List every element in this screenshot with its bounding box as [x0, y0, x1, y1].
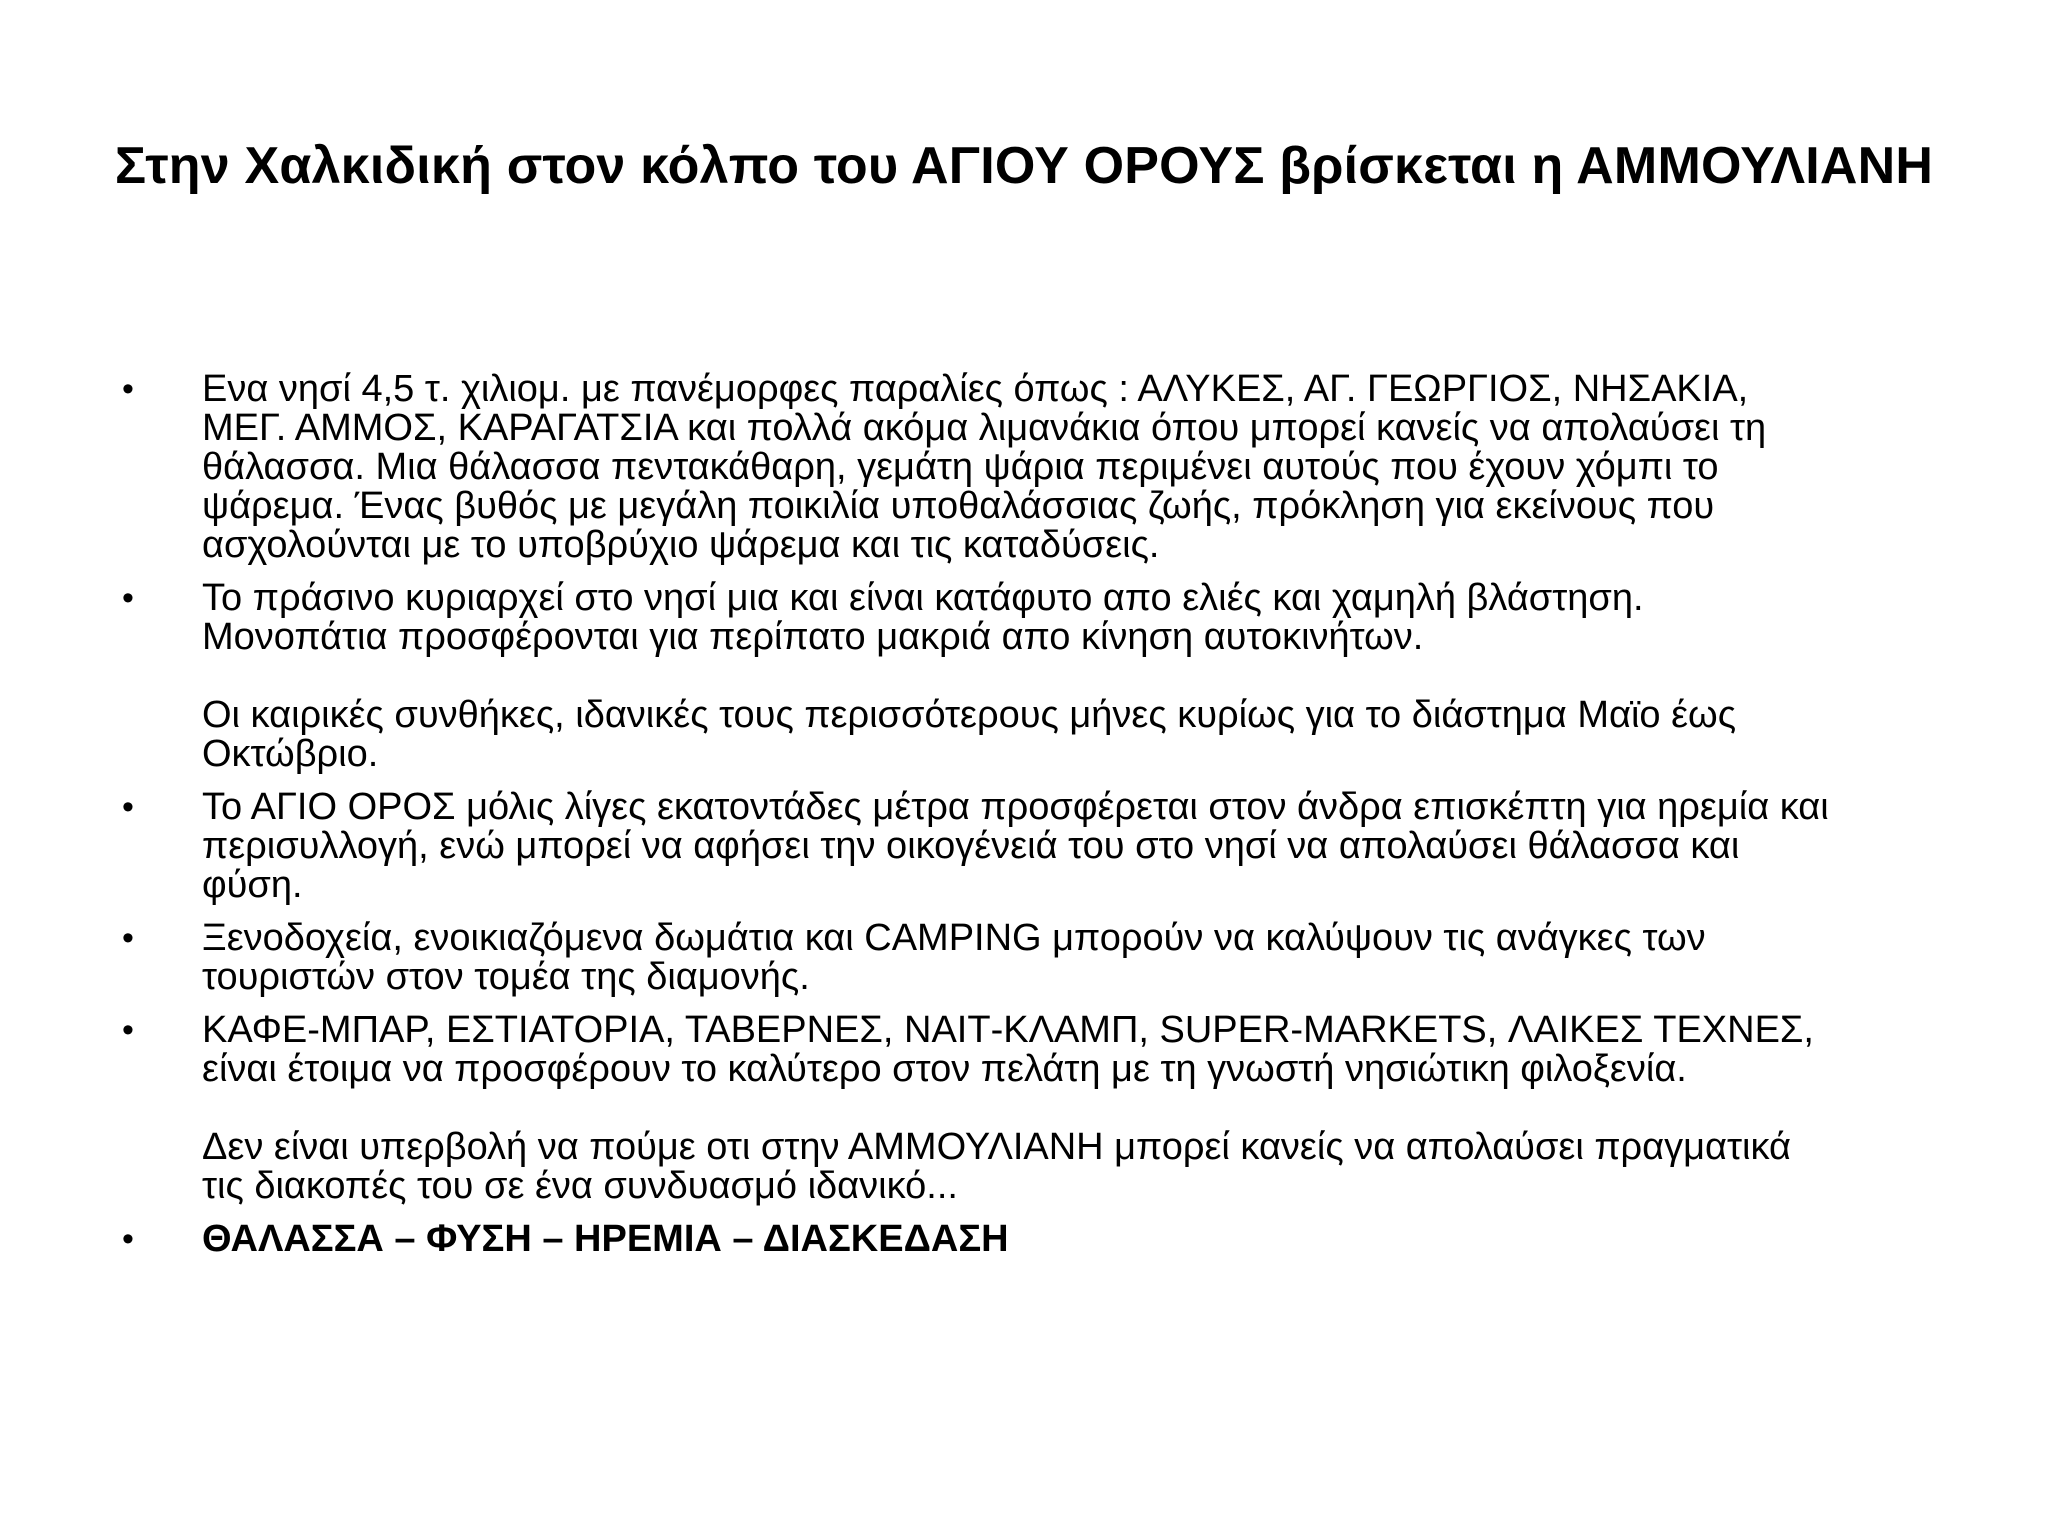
bullet-text: ΚΑΦΕ-ΜΠΑΡ, ΕΣΤΙΑΤΟΡΙΑ, ΤΑΒΕΡΝΕΣ, ΝΑΙΤ-ΚΛΑΜΠ, SUPER-MARKETS, ΛΑΙΚΕΣ ΤΕΧΝΕΣ, είναι έτοιμα να προσφέρουν το καλύτερο στον πελάτη με τη γνωστή νησιώτικη φιλοξενία. — [202, 1009, 1814, 1090]
bullet-icon: • — [122, 370, 134, 408]
bullet-icon: • — [122, 579, 134, 617]
bullet-item-entertainment — [122, 1011, 2002, 1206]
bullet-icon: • — [122, 788, 134, 826]
bullet-text: Ξενοδοχεία, ενοικιαζόμενα δωμάτια και CAMPING μπορούν να καλύψουν τις ανάγκες των τουριστών στον τομέα της διαμονής. — [202, 917, 1706, 998]
bullet-item-islands-beaches — [122, 370, 2002, 565]
bullet-icon: • — [122, 1011, 134, 1049]
bullet-text: Το ΑΓΙΟ ΟΡΟΣ μόλις λίγες εκατοντάδες μέτρα προσφέρεται στον άνδρα επισκέπτη για ηρεμία και περισυλλογή, ενώ μπορεί να αφήσει την οικογένειά του στο νησί να απολαύσει θάλασσα και φύση. — [202, 786, 1829, 906]
bullet-continuation-text: Οι καιρικές συνθήκες, ιδανικές τους περισσότερους μήνες κυρίως για το διάστημα Μαϊο έως Οκτώβριο. — [202, 694, 1737, 775]
bullet-item-greenery — [122, 579, 2002, 774]
bullet-item-agio-oros — [122, 788, 2002, 905]
bullet-continuation-text: Δεν είναι υπερβολή να πούμε οτι στην ΑΜΜΟΥΛΙΑΝΗ μπορεί κανείς να απολαύσει πραγματικά τις διακοπές του σε ένα συνδυασμό ιδανικό... — [202, 1126, 1791, 1207]
bullet-text: Το πράσινο κυριαρχεί στο νησί μια και είναι κατάφυτο απο ελιές και χαμηλή βλάστηση. Μονοπάτια προσφέρονται για περίπατο μακριά απο κίνηση αυτοκινήτων. — [202, 577, 1644, 658]
bullet-item-summary — [122, 1220, 2002, 1259]
bullet-list — [122, 370, 2002, 1273]
bullet-icon: • — [122, 1220, 134, 1258]
bullet-icon: • — [122, 919, 134, 957]
bullet-item-accommodation — [122, 919, 2002, 997]
slide-title: Στην Χαλκιδική στον κόλπο του ΑΓΙΟΥ ΟΡΟΥΣ βρίσκεται η ΑΜΜΟΥΛΙΑΝΗ — [114, 137, 1934, 195]
bullet-text-summary: ΘΑΛΑΣΣΑ – ΦΥΣΗ – ΗΡΕΜΙΑ – ΔΙΑΣΚΕΔΑΣΗ — [202, 1218, 1009, 1260]
bullet-text: Ενα νησί 4,5 τ. χιλιομ. με πανέμορφες παραλίες όπως : ΑΛΥΚΕΣ, ΑΓ. ΓΕΩΡΓΙΟΣ, ΝΗΣΑΚΙΑ, ΜΕΓ. ΑΜΜΟΣ, ΚΑΡΑΓΑΤΣΙΑ και πολλά ακόμα λιμανάκια όπου μπορεί κανείς να απολαύσει τη θάλασσα. Μια θάλασσα πεντακάθαρη, γεμάτη ψάρια περιμένει αυτούς που έχουν χόμπι το ψάρεμα. Ένας βυθός με μεγάλη ποικιλία υποθαλάσσιας ζωής, πρόκληση για εκείνους που ασχολούνται με το υποβρύχιο ψάρεμα και τις καταδύσεις. — [202, 368, 1767, 566]
